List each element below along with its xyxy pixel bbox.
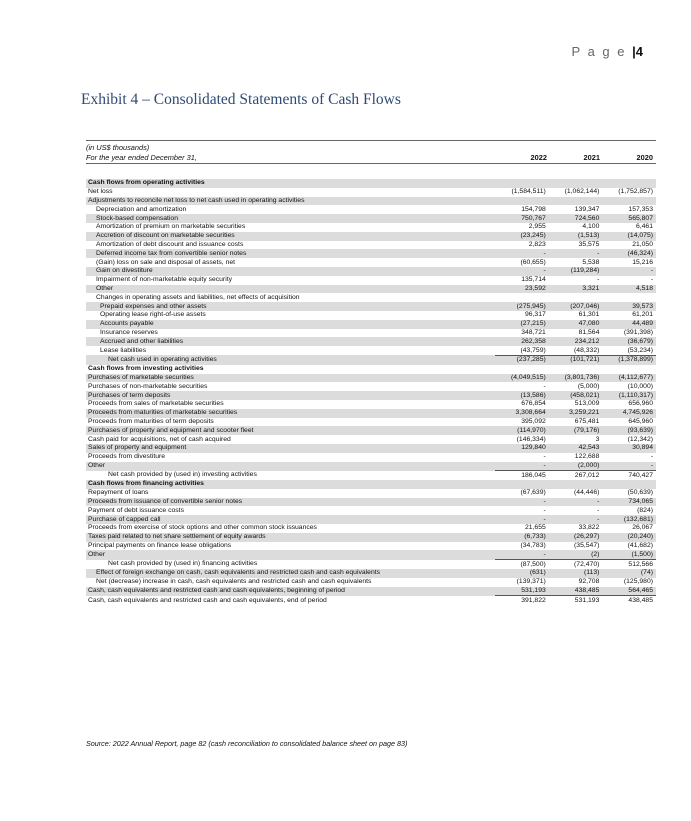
row-label: Other — [86, 550, 495, 559]
value-2021: 513,009 — [574, 400, 600, 408]
value-2022: 96,317 — [524, 311, 546, 319]
value-2022: (4,049,515) — [495, 374, 549, 383]
row-label: Gain on divestiture — [86, 267, 495, 276]
value-2022: - — [495, 462, 549, 471]
value-2021: (207,046) — [549, 302, 603, 311]
table-row — [86, 506, 656, 515]
value-2022 — [495, 365, 549, 374]
value-2020: - — [650, 453, 653, 461]
value-2020 — [602, 480, 656, 489]
row-label: Principal payments on finance lease obligations — [88, 542, 232, 550]
table-row — [86, 533, 656, 542]
row-label: Prepaid expenses and other assets — [86, 302, 495, 311]
table-row — [86, 444, 656, 453]
value-2020: (1,378,899) — [602, 355, 656, 364]
value-2020: 740,427 — [602, 471, 656, 480]
value-2021: (1,513) — [549, 232, 603, 241]
value-2021: (44,446) — [574, 489, 600, 497]
row-label: Amortization of debt discount and issuance costs — [96, 240, 244, 248]
table-row — [86, 232, 656, 241]
table-row — [86, 382, 656, 391]
table-row — [86, 524, 656, 533]
row-label: Proceeds from issuance of convertible senior notes — [86, 498, 495, 507]
row-label: Net cash provided by (used in) investing activities — [108, 471, 257, 479]
total-row — [86, 355, 656, 364]
value-2021: 267,012 — [549, 471, 603, 480]
value-2021: (35,547) — [574, 542, 600, 550]
row-label: Net cash provided by (used in) financing activities — [108, 560, 258, 568]
value-2020: 565,807 — [602, 214, 656, 223]
value-2022: 21,655 — [524, 524, 546, 532]
value-2021: 4,100 — [582, 223, 600, 231]
table-row — [86, 498, 656, 507]
value-2021: 438,485 — [549, 587, 603, 596]
value-2021 — [549, 179, 603, 188]
value-2022 — [495, 480, 549, 489]
value-2022: (43,759) — [520, 346, 546, 354]
table-row — [86, 311, 656, 320]
value-2022: 2,823 — [528, 240, 546, 248]
value-2022: (631) — [495, 569, 549, 578]
value-2022: (23,245) — [495, 232, 549, 241]
table-row — [86, 418, 656, 427]
row-label: Other — [86, 285, 495, 294]
row-label: Operating lease right-of-use assets — [100, 311, 206, 319]
value-2022: 3,308,664 — [495, 409, 549, 418]
table-row — [86, 293, 656, 302]
value-2020: (824) — [637, 506, 653, 514]
exhibit-title: Exhibit 4 – Consolidated Statements of Cash Flows — [81, 91, 401, 108]
row-label: Proceeds from sales of marketable securities — [88, 400, 224, 408]
value-2020: 645,960 — [628, 417, 653, 425]
value-2022: 531,193 — [495, 587, 549, 596]
value-2022: 186,045 — [495, 471, 549, 480]
table-row — [86, 587, 656, 596]
value-2021: (2,000) — [549, 462, 603, 471]
value-2020: - — [602, 267, 656, 276]
value-2020: - — [650, 276, 653, 284]
value-2020: 4,745,926 — [602, 409, 656, 418]
value-2020: (14,075) — [602, 232, 656, 241]
row-label: Amortization of premium on marketable securities — [96, 223, 246, 231]
row-label: (Gain) loss on sale and disposal of assets, net — [96, 258, 236, 266]
value-2022: (60,655) — [520, 258, 546, 266]
value-2022: (13,586) — [495, 391, 549, 400]
row-label: Proceeds from maturities of term deposits — [88, 417, 214, 425]
section-header-row — [86, 480, 656, 489]
value-2021: 42,543 — [549, 444, 603, 453]
value-2021: (26,297) — [549, 533, 603, 542]
value-2022: - — [495, 267, 549, 276]
value-2022: (1,584,511) — [511, 188, 546, 196]
section-header-row — [86, 179, 656, 188]
source-note: Source: 2022 Annual Report, page 82 (cash reconciliation to consolidated balance sheet on page 83) — [86, 739, 408, 748]
table-row — [86, 258, 656, 267]
value-2022: (139,371) — [516, 578, 546, 586]
value-2022: 129,840 — [495, 444, 549, 453]
table-row — [86, 435, 656, 444]
value-2021: 122,688 — [574, 453, 600, 461]
value-2020: (1,752,857) — [618, 188, 653, 196]
row-label: Repayment of loans — [88, 489, 149, 497]
value-2020 — [602, 293, 656, 302]
value-2021: 33,822 — [578, 524, 600, 532]
row-label: Sales of property and equipment — [86, 444, 495, 453]
row-label: Insurance reserves — [100, 328, 158, 336]
table-row — [86, 462, 656, 471]
row-label: Net (decrease) increase in cash, cash equivalents and restricted cash and cash equivalents — [96, 578, 372, 586]
value-2022: - — [543, 506, 546, 514]
value-2021 — [549, 365, 603, 374]
total-row — [86, 471, 656, 480]
value-2021: - — [549, 249, 603, 258]
table-row — [86, 241, 656, 250]
row-label: Lease liabilities — [100, 346, 147, 354]
header-rule-top — [86, 140, 656, 141]
value-2021: 531,193 — [549, 596, 603, 605]
value-2022: - — [495, 249, 549, 258]
table-row — [86, 329, 656, 338]
value-2022: (114,970) — [495, 426, 549, 435]
value-2020: (36,679) — [602, 337, 656, 346]
row-label: Net loss — [88, 188, 113, 196]
value-2020: (20,240) — [602, 533, 656, 542]
value-2022: 395,092 — [521, 417, 546, 425]
value-2022: (6,733) — [495, 533, 549, 542]
row-label: Payment of debt issuance costs — [88, 506, 184, 514]
value-2020: (41,682) — [627, 542, 653, 550]
value-2021: 47,080 — [549, 320, 603, 329]
value-2022: 348,721 — [521, 328, 546, 336]
value-2022: - — [495, 515, 549, 524]
value-2020: (391,398) — [623, 328, 653, 336]
row-label: Deferred income tax from convertible senior notes — [86, 249, 495, 258]
table-row — [86, 515, 656, 524]
value-2022 — [495, 197, 549, 206]
table-row — [86, 578, 656, 587]
table-row — [86, 409, 656, 418]
value-2021: 35,575 — [578, 240, 600, 248]
value-2021: (101,721) — [549, 355, 603, 364]
table-row — [86, 337, 656, 346]
row-label: Proceeds from maturities of marketable securities — [86, 409, 495, 418]
row-label: Impairment of non-marketable equity security — [96, 276, 232, 284]
value-2022: (146,334) — [516, 435, 546, 443]
value-2020: - — [602, 462, 656, 471]
value-2022 — [495, 179, 549, 188]
table-row — [86, 214, 656, 223]
table-row — [86, 426, 656, 435]
table-row — [86, 249, 656, 258]
year-2020-header: 2020 — [636, 153, 653, 162]
value-2021: 3,321 — [549, 285, 603, 294]
table-row — [86, 205, 656, 214]
year-2021-header: 2021 — [583, 153, 600, 162]
header-rule-bottom — [86, 163, 656, 164]
value-2022: (34,783) — [520, 542, 546, 550]
value-2020: 21,050 — [632, 240, 653, 248]
value-2021: (5,000) — [577, 382, 600, 390]
value-2021: 724,560 — [549, 214, 603, 223]
value-2021: (79,176) — [549, 426, 603, 435]
value-2021: (3,801,736) — [549, 374, 603, 383]
value-2021: 92,708 — [578, 578, 600, 586]
row-label: Purchases of non-marketable securities — [88, 382, 208, 390]
value-2020 — [602, 197, 656, 206]
table-row — [86, 391, 656, 400]
value-2021: 675,481 — [574, 417, 600, 425]
value-2022: (275,945) — [495, 302, 549, 311]
total-row — [86, 560, 656, 569]
table-row — [86, 276, 656, 285]
value-2020: 39,573 — [602, 302, 656, 311]
value-2021: (1,062,144) — [564, 188, 600, 196]
value-2020: (50,639) — [627, 489, 653, 497]
value-2021: (48,332) — [574, 346, 600, 354]
value-2021: 61,301 — [578, 311, 600, 319]
table-row — [86, 285, 656, 294]
cash-flow-table — [86, 179, 656, 605]
value-2021 — [549, 480, 603, 489]
value-2021: - — [597, 506, 600, 514]
value-2022: - — [543, 453, 546, 461]
value-2020: (12,342) — [627, 435, 653, 443]
value-2020: 4,518 — [602, 285, 656, 294]
value-2020: 656,960 — [628, 400, 653, 408]
value-2021: 5,538 — [582, 258, 600, 266]
row-label: Changes in operating assets and liabilities, net effects of acquisition — [96, 293, 300, 301]
row-label: Cash, cash equivalents and restricted cash and cash equivalents, end of period — [88, 596, 327, 604]
row-label: Taxes paid related to net share settlement of equity awards — [86, 533, 495, 542]
table-row — [86, 374, 656, 383]
value-2022: 750,767 — [495, 214, 549, 223]
value-2021: - — [549, 515, 603, 524]
value-2022: 262,358 — [495, 337, 549, 346]
table-row — [86, 188, 656, 197]
value-2021: 234,212 — [549, 337, 603, 346]
table-row — [86, 489, 656, 498]
row-label: Effect of foreign exchange on cash, cash equivalents and restricted cash and cash equivalents — [86, 569, 495, 578]
value-2022: (87,500) — [495, 560, 549, 569]
page-number: P a g e |4 — [571, 44, 643, 59]
row-label: Cash paid for acquisitions, net of cash acquired — [88, 435, 231, 443]
row-label: Purchases of marketable securities — [86, 374, 495, 383]
value-2020: 44,489 — [602, 320, 656, 329]
row-label: Stock-based compensation — [86, 214, 495, 223]
value-2020: 734,065 — [602, 498, 656, 507]
row-label: Depreciation and amortization — [96, 205, 187, 213]
year-2022-header: 2022 — [530, 153, 547, 162]
units-label: (in US$ thousands) — [86, 143, 150, 152]
value-2020: (46,324) — [602, 249, 656, 258]
value-2021: - — [597, 276, 600, 284]
table-row — [86, 453, 656, 462]
value-2022: 154,798 — [521, 205, 546, 213]
row-label: Purchases of term deposits — [86, 391, 495, 400]
value-2022: - — [543, 382, 546, 390]
table-row — [86, 302, 656, 311]
value-2020: (53,234) — [627, 346, 653, 354]
period-label: For the year ended December 31, — [86, 153, 197, 162]
value-2021: (2) — [549, 550, 603, 559]
table-row — [86, 320, 656, 329]
value-2020: (1,500) — [602, 550, 656, 559]
value-2022: 23,592 — [495, 285, 549, 294]
value-2022: 2,955 — [528, 223, 546, 231]
value-2021: 139,347 — [574, 205, 600, 213]
table-row — [86, 569, 656, 578]
row-label: Proceeds from exercise of stock options and other common stock issuances — [88, 524, 317, 532]
value-2021: 3,259,221 — [549, 409, 603, 418]
value-2020 — [602, 365, 656, 374]
table-row — [86, 346, 656, 355]
value-2022: (27,215) — [495, 320, 549, 329]
value-2022: (67,639) — [520, 489, 546, 497]
table-row — [86, 267, 656, 276]
value-2020: (132,681) — [602, 515, 656, 524]
table-row — [86, 400, 656, 409]
value-2020: 564,465 — [602, 587, 656, 596]
row-label: Net cash used in operating activities — [86, 355, 495, 364]
value-2021: (458,021) — [549, 391, 603, 400]
value-2020: 15,216 — [632, 258, 653, 266]
value-2020: 6,461 — [635, 223, 653, 231]
row-label: Cash flows from financing activities — [86, 480, 495, 489]
value-2022: 676,854 — [521, 400, 546, 408]
value-2021 — [549, 293, 603, 302]
row-label: Purchases of property and equipment and scooter fleet — [86, 426, 495, 435]
value-2021: - — [549, 498, 603, 507]
value-2021: (113) — [549, 569, 603, 578]
value-2020: 512,566 — [602, 560, 656, 569]
row-label: Other — [86, 462, 495, 471]
value-2020: (125,980) — [623, 578, 653, 586]
value-2020: (10,000) — [627, 382, 653, 390]
row-label: Cash, cash equivalents and restricted cash and cash equivalents, beginning of period — [86, 587, 495, 596]
value-2021: 81,564 — [578, 328, 600, 336]
value-2020: (93,639) — [602, 426, 656, 435]
value-2020: (74) — [602, 569, 656, 578]
value-2021: (119,284) — [549, 267, 603, 276]
value-2022 — [495, 293, 549, 302]
table-row — [86, 542, 656, 551]
value-2022: 135,714 — [521, 276, 546, 284]
row-label: Accretion of discount on marketable securities — [86, 232, 495, 241]
value-2021: 3 — [595, 435, 600, 443]
value-2020: 26,067 — [632, 524, 653, 532]
row-label: Proceeds from divestiture — [88, 453, 166, 461]
value-2020: 30,894 — [602, 444, 656, 453]
row-label: Adjustments to reconcile net loss to net cash used in operating activities — [86, 197, 495, 206]
table-row — [86, 223, 656, 232]
total-row — [86, 596, 656, 605]
table-row — [86, 550, 656, 559]
section-header-row — [86, 365, 656, 374]
value-2021: (72,470) — [549, 560, 603, 569]
row-label: Cash flows from investing activities — [88, 365, 204, 373]
value-2020: 157,353 — [628, 205, 653, 213]
value-2020: (1,110,317) — [602, 391, 656, 400]
row-label: Purchase of capped call — [86, 515, 495, 524]
value-2020: 61,201 — [632, 311, 653, 319]
value-2022: 391,822 — [495, 596, 549, 605]
value-2022: - — [495, 550, 549, 559]
value-2022: - — [495, 498, 549, 507]
value-2020: 438,485 — [602, 596, 656, 605]
table-row — [86, 197, 656, 206]
row-label: Accrued and other liabilities — [86, 337, 495, 346]
row-label: Cash flows from operating activities — [86, 179, 495, 188]
value-2021 — [549, 197, 603, 206]
row-label: Accounts payable — [86, 320, 495, 329]
value-2020: (4,112,677) — [602, 374, 656, 383]
value-2020 — [602, 179, 656, 188]
value-2022: (237,285) — [495, 355, 549, 364]
